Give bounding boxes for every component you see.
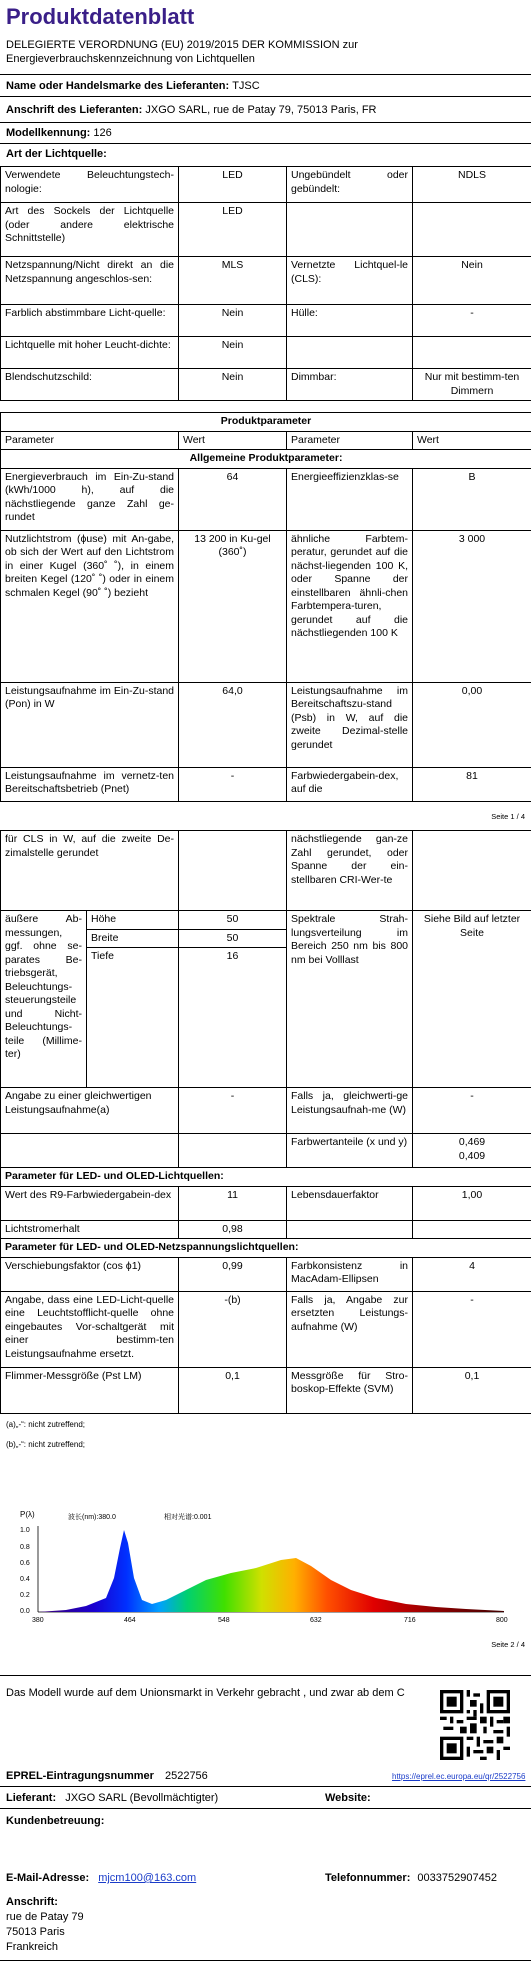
param-cell: Falls ja, gleichwerti-ge Leistungsaufnah-me (W) [287,1088,413,1134]
value-cell: Nein [179,369,287,401]
value-cell [179,831,287,911]
x-tick: 632 [310,1617,322,1624]
col-header: Wert [413,431,531,450]
param-cell: Farbwertanteile (x und y) [287,1134,413,1168]
dim-value: 50 [179,911,287,930]
param-cell: Vernetzte Lichtquel-le (CLS): [287,257,413,305]
model-row: Modellkennung: 126 [6,127,112,139]
footnote-a: (a)„-“: nicht zutreffend; [6,1420,85,1429]
value-cell [413,337,531,369]
param-cell: Farbkonsistenz in MacAdam-Ellipsen [287,1257,413,1291]
dimensions-label: äußere Ab-messungen, ggf. ohne se-parates Be-triebsgerät, Beleuchtungs-steuerungsteile und Nicht-Beleuchtungs-teile (Millime-ter) [1,911,87,1088]
address-block [6,1910,84,1955]
col-header: Parameter [287,431,413,450]
param-cell: Ungebündelt oder gebündelt: [287,167,413,203]
website-label: Website: [325,1792,371,1804]
value-cell: 1,00 [413,1186,531,1220]
param-cell: Falls ja, Angabe zur ersetzten Leistungs-aufnahme (W) [287,1291,413,1367]
mls-section-heading: Parameter für LED- und OLED-Netzspannungslichtquellen: [1,1239,531,1258]
param-cell: Dimmbar: [287,369,413,401]
dim-value: 50 [179,929,287,948]
param-cell: Angabe, dass eine LED-Licht-quelle eine Leuchtstofflicht-quelle ohne eingebautes Vor-schaltgerät mit einer bestimm-ten Leistungsaufnahme ersetzt. [1,1291,179,1367]
param-cell: Lichtstromerhalt [1,1220,179,1239]
page-title: Produktdatenblatt [6,4,195,29]
value-cell: LED [179,203,287,257]
email-row: E-Mail-Adresse: mjcm100@163.com [6,1872,197,1884]
eprel-row: EPREL-Eintragungsnummer 2522756 [6,1770,208,1782]
y-tick: 0.2 [20,1592,30,1599]
chroma-x: 0,469 [458,1136,486,1148]
email-link[interactable]: mjcm100@163.com [98,1872,197,1884]
page-number: Seite 1 / 4 [491,812,525,821]
param-cell: Farbwiedergabein-dex, auf die [287,767,413,801]
qr-code-icon[interactable] [440,1690,510,1760]
page-number: Seite 2 / 4 [491,1640,525,1649]
col-header: Wert [179,431,287,450]
param-cell: Farblich abstimmbare Licht-quelle: [1,305,179,337]
param-cell: Lichtquelle mit hoher Leucht-dichte: [1,337,179,369]
led-section-heading: Parameter für LED- und OLED-Lichtquellen: [1,1168,531,1187]
y-tick: 0.6 [20,1560,30,1567]
param-cell: Art des Sockels der Lichtquelle (oder andere elektrische Schnittstelle) [1,203,179,257]
general-params-heading: Allgemeine Produktparameter: [1,450,531,469]
address-line: rue de Patay 79 [6,1911,84,1923]
value-cell: Nein [179,305,287,337]
value-cell [413,1134,531,1168]
value-cell: 0,1 [413,1367,531,1413]
param-cell: Flimmer-Messgröße (Pst LM) [1,1367,179,1413]
param-cell: Netzspannung/Nicht direkt an die Netzspannung angeschlos-sen: [1,257,179,305]
market-text: Das Modell wurde auf dem Unionsmarkt in Verkehr gebracht , und zwar ab dem C [6,1687,405,1699]
value-cell: 81 [413,767,531,801]
value-cell: - [413,1088,531,1134]
dim-value: 16 [179,948,287,1088]
param-cell: Messgröße für Stro-boskop-Effekte (SVM) [287,1367,413,1413]
x-tick: 380 [32,1617,44,1624]
value-cell: 0,99 [179,1257,287,1291]
footnote-b: (b)„-“: nicht zutreffend; [6,1440,85,1449]
x-tick: 464 [124,1617,136,1624]
param-cell: Energieeffizienzklas-se [287,468,413,530]
param-cell [287,337,413,369]
param-cell: Verschiebungsfaktor (cos ϕ1) [1,1257,179,1291]
phone-row: Telefonnummer: 0033752907452 [325,1872,497,1884]
value-cell [179,1134,287,1168]
address-line: Frankreich [6,1941,58,1953]
value-cell: - [179,767,287,801]
param-cell: Wert des R9-Farbwiedergabein-dex [1,1186,179,1220]
param-cell: Leistungsaufnahme im Ein-Zu-stand (Pon) in W [1,682,179,767]
param-cell: Nutzlichtstrom (ϕuse) mit An-gabe, ob sich der Wert auf den Lichtstrom in einer Kugel (360˚ ˚), in einem breiten Kegel (120˚ ˚) oder in einem schmalen Kegel (90˚ ˚) bezieht [1,530,179,682]
address-label: Anschrift: [6,1896,58,1908]
value-cell: Nur mit bestimm-ten Dimmern [413,369,531,401]
supplier-row: Lieferant: JXGO SARL (Bevollmächtigter) [6,1792,219,1804]
param-cell: ähnliche Farbtem-peratur, gerundet auf die nächst-liegenden 100 K, oder Spanne der einstellbaren ähnli-chen Farbtempera-turen, gerundet auf die nächstliegenden 100 K [287,530,413,682]
dim-name: Tiefe [87,948,179,1088]
value-cell: - [413,1291,531,1367]
spectral-value: Siehe Bild auf letzter Seite [413,911,531,1088]
dim-name: Breite [87,929,179,948]
value-cell: -(b) [179,1291,287,1367]
value-cell: - [413,305,531,337]
relative-label: 相对光谱:0.001 [164,1514,212,1521]
param-cell [1,1134,179,1168]
spectrum-image [6,1508,516,1628]
value-cell: 11 [179,1186,287,1220]
param-cell: Angabe zu einer gleichwertigen Leistungsaufnahme(a) [1,1088,179,1134]
param-cell: Verwendete Beleuchtungstech-nologie: [1,167,179,203]
value-cell: Nein [413,257,531,305]
dim-name: Höhe [87,911,179,930]
y-tick: 0.0 [20,1608,30,1615]
wavelength-label: 波长(nm):380.0 [68,1514,116,1521]
product-parameters-table [0,412,531,802]
product-parameters-continued-table [0,830,531,1414]
value-cell: NDLS [413,167,531,203]
value-cell: 64,0 [179,682,287,767]
value-cell: 64 [179,468,287,530]
y-axis-label: P(λ) [20,1510,35,1519]
param-cell: für CLS in W, auf die zweite De-zimalstelle gerundet [1,831,179,911]
col-header: Parameter [1,431,179,450]
chroma-y: 0,409 [458,1149,486,1162]
value-cell [413,203,531,257]
supplier-address-row: Anschrift des Lieferanten: JXGO SARL, rue de Patay 79, 75013 Paris, FR [6,104,377,116]
x-tick: 548 [218,1617,230,1624]
value-cell: 0,98 [179,1220,287,1239]
customer-support-label: Kundenbetreuung: [6,1815,105,1827]
type-section-heading: Art der Lichtquelle: [6,148,107,160]
value-cell [413,1220,531,1239]
param-cell: Hülle: [287,305,413,337]
value-cell: 13 200 in Ku-gel (360˚) [179,530,287,682]
param-cell [287,1220,413,1239]
value-cell: MLS [179,257,287,305]
supplier-name-row: Name oder Handelsmarke des Lieferanten: TJSC [6,80,260,92]
value-cell: LED [179,167,287,203]
x-tick: 800 [496,1617,508,1624]
value-cell: Nein [179,337,287,369]
product-params-heading: Produktparameter [1,413,531,432]
spectral-label: Spektrale Strah-lungsverteilung im Bereich 250 nm bis 800 nm bei Volllast [287,911,413,1088]
y-tick: 0.8 [20,1544,30,1551]
light-source-type-table [0,166,531,401]
value-cell [413,831,531,911]
value-cell: 0,00 [413,682,531,767]
param-cell: nächstliegende gan-ze Zahl gerundet, oder Spanne der ein-stellbaren CRI-Wer-te [287,831,413,911]
param-cell: Leistungsaufnahme im vernetz-ten Bereitschaftsbetrieb (Pnet) [1,767,179,801]
y-tick: 0.4 [20,1576,30,1583]
value-cell: 0,1 [179,1367,287,1413]
param-cell [287,203,413,257]
x-tick: 716 [404,1617,416,1624]
address-line: 75013 Paris [6,1926,65,1938]
value-cell: 4 [413,1257,531,1291]
y-tick: 1.0 [20,1527,30,1534]
param-cell: Energieverbrauch im Ein-Zu-stand (kWh/1000 h), auf die nächstliegende ganze Zahl ge-rundet [1,468,179,530]
param-cell: Lebensdauerfaktor [287,1186,413,1220]
eprel-link[interactable]: https://eprel.ec.europa.eu/qr/2522756 [392,1772,526,1781]
param-cell: Blendschutzschild: [1,369,179,401]
value-cell: 3 000 [413,530,531,682]
value-cell: - [179,1088,287,1134]
regulation-subtitle: DELEGIERTE VERORDNUNG (EU) 2019/2015 DER KOMMISSION zur Energieverbrauchskennzeichnung von Lichtquellen [6,39,358,65]
param-cell: Leistungsaufnahme im Bereitschaftszu-stand (Psb) in W, auf die zweite Dezimal-stelle gerundet [287,682,413,767]
value-cell: B [413,468,531,530]
